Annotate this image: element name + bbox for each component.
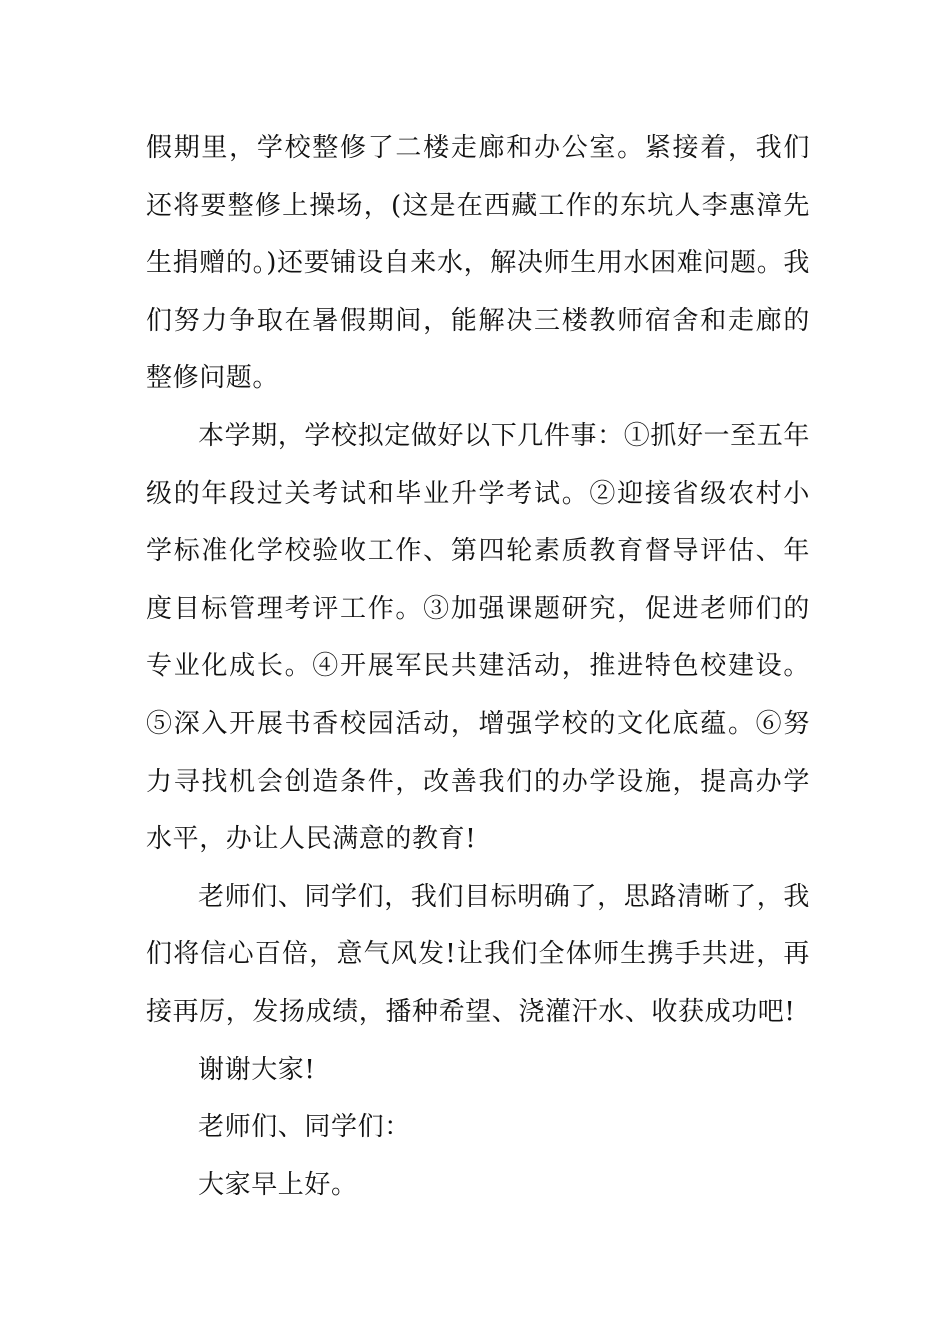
- paragraph-semester-plan: 本学期，学校拟定做好以下几件事：①抓好一至五年级的年段过关考试和毕业升学考试。②迎接省级农村小学标准化学校验收工作、第四轮素质教育督导评估、年度目标管理考评工作。③加强课题研究，促进老师们的专业化成长。④开展军民共建活动，推进特色校建设。⑤深入开展书香校园活动，增强学校的文化底蕴。⑥努力寻找机会创造条件，改善我们的办学设施，提高办学水平，办让人民满意的教育!: [146, 420, 810, 855]
- document-body: [146, 120, 810, 1214]
- paragraph-renovation: 假期里，学校整修了二楼走廊和办公室。紧接着，我们还将要整修上操场，(这是在西藏工作的东坑人李惠漳先生捐赠的。)还要铺设自来水，解决师生用水困难问题。我们努力争取在暑假期间，能解决三楼教师宿舍和走廊的整修问题。: [146, 133, 810, 394]
- paragraph-salutation: 老师们、同学们：: [198, 1112, 411, 1143]
- paragraph-closing-call: 老师们、同学们，我们目标明确了，思路清晰了，我们将信心百倍，意气风发!让我们全体师生携手共进，再接再厉，发扬成绩，播种希望、浇灌汗水、收获成功吧!: [146, 881, 810, 1027]
- paragraph-greeting: 大家早上好。: [198, 1169, 358, 1200]
- paragraph-thanks: 谢谢大家!: [198, 1054, 316, 1085]
